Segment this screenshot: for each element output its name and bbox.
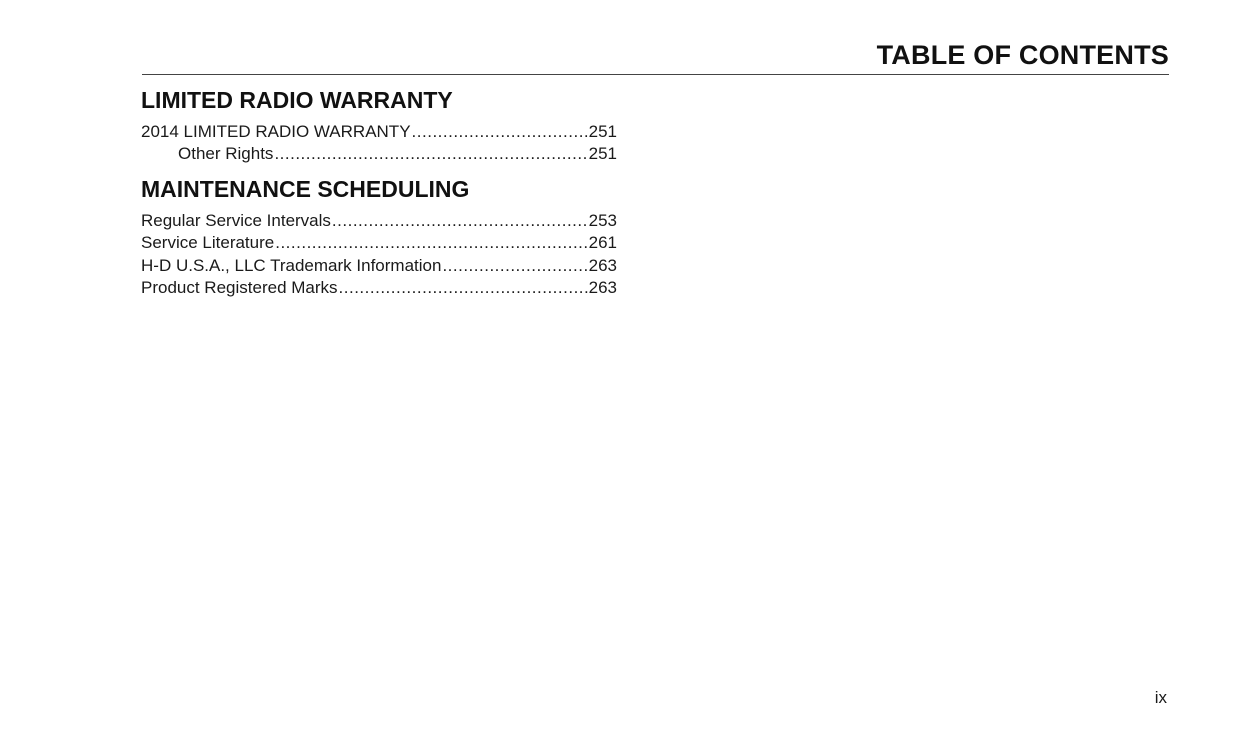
dot-leader: [332, 210, 588, 232]
page-title: TABLE OF CONTENTS: [876, 40, 1169, 70]
toc-entry-title: Service Literature: [141, 233, 275, 253]
page-number: ix: [1154, 688, 1167, 707]
toc-section-limited-radio-warranty: [141, 86, 617, 166]
toc-entry-list: [141, 210, 617, 300]
section-heading: LIMITED RADIO WARRANTY: [141, 87, 453, 113]
dot-leader: [412, 121, 588, 143]
dot-leader: [442, 255, 587, 277]
toc-entry-page: 251: [588, 122, 617, 141]
page-header: [142, 36, 1169, 75]
toc-entry[interactable]: [141, 143, 617, 165]
dot-leader: [339, 277, 588, 299]
dot-leader: [274, 143, 587, 165]
toc-entry-page: 263: [588, 255, 617, 275]
toc-entry-list: [141, 121, 617, 166]
toc-entry-title: Other Rights: [178, 144, 274, 164]
toc-entry-title: Product Registered Marks: [141, 277, 338, 297]
toc-section-maintenance-scheduling: [141, 175, 617, 300]
table-of-contents: [141, 86, 617, 299]
toc-entry[interactable]: [141, 210, 617, 232]
dot-leader: [275, 232, 587, 254]
toc-entry[interactable]: [141, 232, 617, 254]
toc-entry-page: 251: [588, 144, 617, 164]
toc-entry-page: 261: [588, 233, 617, 253]
toc-entry[interactable]: [141, 121, 617, 143]
toc-entry[interactable]: [141, 277, 617, 299]
toc-entry-title: H-D U.S.A., LLC Trademark Information: [141, 255, 442, 275]
toc-entry-title: 2014 LIMITED RADIO WARRANTY: [141, 122, 411, 141]
toc-entry[interactable]: [141, 255, 617, 277]
section-heading: MAINTENANCE SCHEDULING: [141, 175, 470, 202]
toc-entry-page: 263: [588, 277, 617, 297]
toc-entry-page: 253: [588, 210, 617, 230]
toc-entry-title: Regular Service Intervals: [141, 210, 331, 230]
